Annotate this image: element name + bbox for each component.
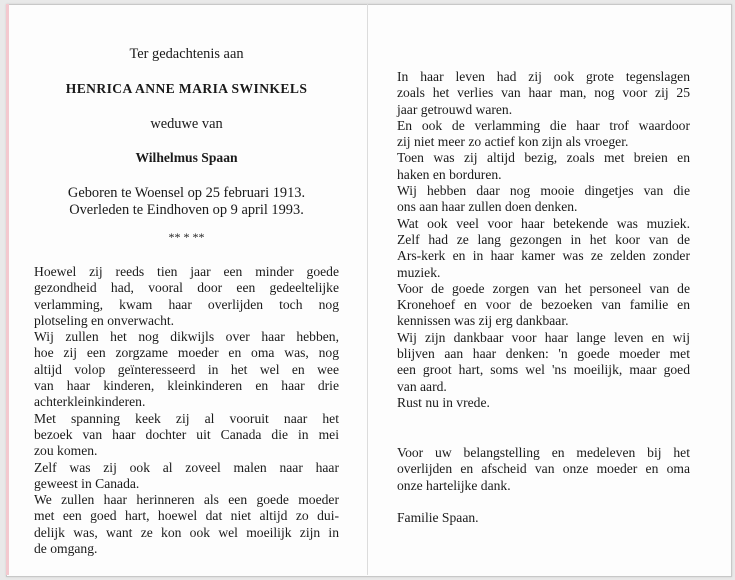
text-line: een groot hart, soms wel 'ns moeilijk, maar goed: [397, 362, 690, 378]
text-line: gezondheid had, vooral door een gedeeltelijke: [34, 280, 339, 296]
separator: ** * **: [168, 230, 205, 244]
text-line: Voor uw belangstelling en medeleven bij het: [397, 445, 690, 460]
widow-of-label: weduwe van: [150, 116, 223, 132]
text-line: jaar getrouwd waren.: [397, 101, 513, 117]
text-line: Ars-kerk en in haar kamer was ze zelden zonder: [397, 248, 690, 264]
text-line: Kronehoef en voor de bezoeken van familie en: [397, 297, 690, 313]
text-line: zou komen.: [34, 443, 98, 459]
text-line: bezoek van haar dochter uit Canada die in mei: [34, 426, 339, 442]
text-line: Wij zullen het nog dikwijls over haar hebben,: [34, 329, 339, 345]
text-line: zij niet meer zo actief kon zijn als vroeger.: [397, 134, 629, 150]
family-signature: Familie Spaan.: [397, 510, 479, 525]
deceased-name: HENRICA ANNE MARIA SWINKELS: [65, 81, 308, 96]
card-fold: [367, 4, 368, 575]
text-line: Wat ook veel voor haar betekende was muziek.: [397, 215, 690, 231]
text-line: Zelf was zij ook al zoveel malen naar haar: [34, 459, 339, 475]
text-line: Hoewel zij reeds tien jaar een minder goede: [34, 264, 339, 279]
text-line: Zelf had ze lang gezongen in het koor van de: [397, 231, 690, 247]
text-line: haken en borduren.: [397, 166, 502, 182]
text-line: delijk was, want ze kon ook wel moeilijk zijn in: [34, 524, 339, 540]
thanks-text: [397, 445, 690, 494]
text-line: de omgang.: [34, 541, 98, 557]
text-line: blijven aan haar denken: 'n goede moeder met: [397, 346, 690, 362]
text-line: muziek.: [397, 264, 441, 280]
text-line: verlamming, kwam haar overlijden toch nog: [34, 296, 339, 312]
text-line: Met spanning keek zij al vooruit naar het: [34, 410, 339, 426]
text-line: altijd volop geïnteresseerd in het wel en wee: [34, 361, 339, 377]
text-line: Voor de goede zorgen van het personeel van de: [397, 280, 690, 296]
card-edge: [6, 4, 9, 575]
text-line: van aard.: [397, 378, 447, 394]
text-line: hoe zij een zorgzame moeder en oma was, nog: [34, 345, 339, 361]
text-line: Wij zijn dankbaar voor haar lange leven en wij: [397, 329, 690, 345]
text-line: overlijden en afscheid van onze moeder en oma: [397, 461, 690, 477]
right-body-text: [397, 69, 690, 411]
text-line: van haar kinderen, kleinkinderen en haar drie: [34, 378, 339, 394]
text-line: met een goed hart, hoewel dat niet altijd zo dui-: [34, 508, 339, 524]
text-line: ons aan haar zullen doen denken.: [397, 199, 578, 215]
text-line: Toen was zij altijd bezig, zoals met breien en: [397, 150, 690, 166]
text-line: geweest in Canada.: [34, 475, 140, 491]
birth-line: Geboren te Woensel op 25 februari 1913.: [67, 185, 306, 201]
text-line: Wij hebben daar nog mooie dingetjes van die: [397, 183, 690, 199]
text-line: We zullen haar herinneren als een goede moeder: [34, 492, 339, 508]
text-line: plotseling en onverwacht.: [34, 312, 175, 328]
text-line: achterkleinkinderen.: [34, 394, 146, 410]
text-line: onze hartelijke dank.: [397, 477, 511, 493]
husband-name: Wilhelmus Spaan: [135, 150, 238, 165]
text-line: Rust nu in vrede.: [397, 394, 490, 410]
left-body-text: [34, 264, 339, 557]
text-line: zoals het verlies van haar man, nog voor zij 25: [397, 85, 690, 101]
text-line: In haar leven had zij ook grote tegenslagen: [397, 69, 690, 84]
text-line: En ook de verlamming die haar trof waardoor: [397, 117, 690, 133]
text-line: kennissen was zij erg dankbaar.: [397, 313, 569, 329]
death-line: Overleden te Eindhoven op 9 april 1993.: [69, 202, 304, 218]
in-memory-heading: Ter gedachtenis aan: [129, 46, 244, 62]
